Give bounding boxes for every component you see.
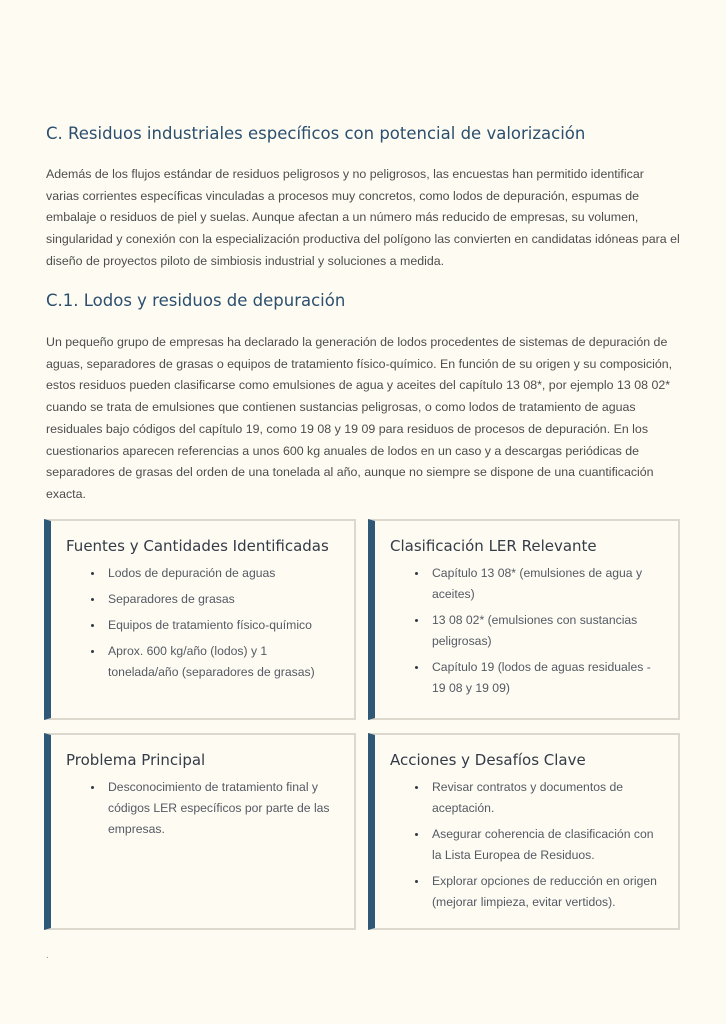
list-item: • Capítulo 19 (lodos de aguas residuales - 19 08 y 19 09) xyxy=(428,657,664,699)
list-item: • 13 08 02* (emulsiones con sustancias peligrosas) xyxy=(428,610,664,652)
card-list xyxy=(390,777,664,913)
card-title: Acciones y Desafíos Clave xyxy=(390,751,586,769)
section-title: C. Residuos industriales específicos con potencial de valorización xyxy=(46,124,586,143)
card-title: Problema Principal xyxy=(66,751,206,769)
subsection-paragraph: Un pequeño grupo de empresas ha declarado la generación de lodos procedentes de sistemas de depuración de aguas, separadores de grasas o equipos de tratamiento físico-químico. En función de su origen y su composición, estos residuos pueden clasificarse como emulsiones de agua y aceites del capítulo 13 08*, por ejemplo 13 08 02* cuando se trata de emulsiones que contienen sustancias peligrosas, o como lodos de tratamiento de aguas residuales bajo códigos del capítulo 19, como 19 08 y 19 09 para residuos de procesos de depuración. En los cuestionarios aparecen referencias a unos 600 kg anuales de lodos en un caso y a descargas periódicas de separadores de grasas del orden de una tonelada al año, aunque no siempre se dispone de una cuantificación exacta. xyxy=(46,335,673,501)
card-list xyxy=(66,563,340,683)
card-title: Fuentes y Cantidades Identificadas xyxy=(66,537,329,555)
list-item: • Separadores de grasas xyxy=(104,589,340,610)
card-key-actions xyxy=(368,733,680,930)
card-sources-quantities xyxy=(44,519,356,720)
subsection-title: C.1. Lodos y residuos de depuración xyxy=(46,291,346,310)
list-item: • Aprox. 600 kg/año (lodos) y 1 tonelada/año (separadores de grasas) xyxy=(104,641,340,683)
footer-mark: . xyxy=(46,950,49,961)
list-item: • Desconocimiento de tratamiento final y códigos LER específicos por parte de las empresas. xyxy=(104,777,340,840)
card-list xyxy=(390,563,664,699)
list-item: • Explorar opciones de reducción en origen (mejorar limpieza, evitar vertidos). xyxy=(428,871,664,913)
card-ler-classification xyxy=(368,519,680,720)
intro-paragraph: Además de los flujos estándar de residuos peligrosos y no peligrosos, las encuestas han permitido identificar varias corrientes específicas vinculadas a procesos muy concretos, como lodos de depuración, espumas de embalaje o residuos de piel y suelas. Aunque afectan a un número más reducido de empresas, su volumen, singularidad y conexión con la especialización productiva del polígono las convierten en candidatas idóneas para el diseño de proyectos piloto de simbiosis industrial y soluciones a medida. xyxy=(46,167,680,268)
card-list xyxy=(66,777,340,840)
list-item: • Asegurar coherencia de clasificación con la Lista Europea de Residuos. xyxy=(428,824,664,866)
card-title: Clasificación LER Relevante xyxy=(390,537,597,555)
list-item: • Revisar contratos y documentos de aceptación. xyxy=(428,777,664,819)
list-item: • Capítulo 13 08* (emulsiones de agua y aceites) xyxy=(428,563,664,605)
list-item: • Equipos de tratamiento físico-químico xyxy=(104,615,340,636)
list-item: • Lodos de depuración de aguas xyxy=(104,563,340,584)
card-main-problem xyxy=(44,733,356,930)
